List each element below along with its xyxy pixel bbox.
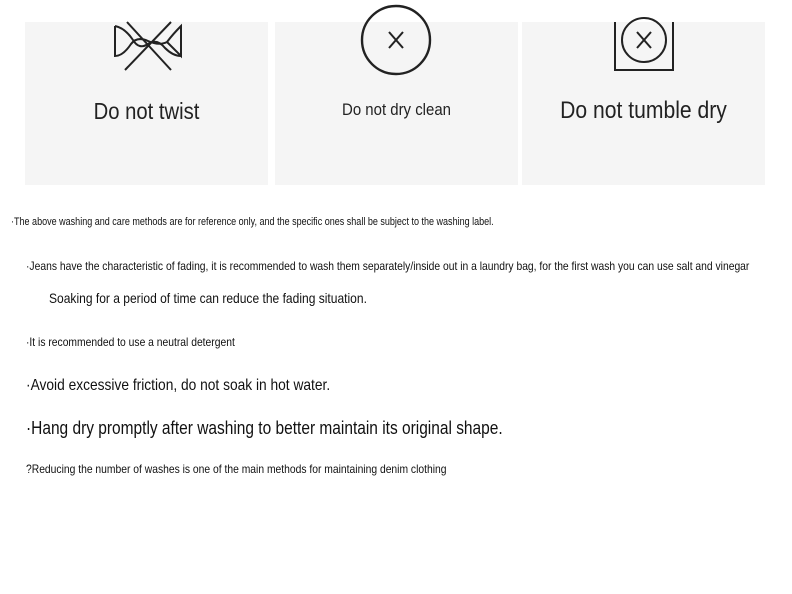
care-card-do-not-tumble-dry — [522, 22, 765, 185]
care-disclaimer: ·The above washing and care methods are for reference only, and the specific ones shall be subject to the washing label. — [11, 216, 494, 228]
care-label-do-not-dry-clean: Do not dry clean — [342, 100, 451, 119]
care-card-do-not-twist — [25, 22, 268, 185]
wash-frequency-note: ?Reducing the number of washes is one of the main methods for maintaining denim clothing — [26, 462, 447, 476]
do-not-twist-icon — [113, 20, 183, 72]
care-card-do-not-dry-clean — [275, 22, 518, 185]
care-label-do-not-tumble-dry: Do not tumble dry — [560, 97, 727, 124]
do-not-tumble-dry-icon — [614, 20, 674, 72]
hang-dry-note: ·Hang dry promptly after washing to better maintain its original shape. — [26, 418, 503, 438]
detergent-note: ·It is recommended to use a neutral detergent — [26, 335, 235, 349]
friction-note: ·Avoid excessive friction, do not soak in hot water. — [26, 377, 331, 394]
do-not-dry-clean-icon — [360, 20, 432, 76]
fading-note-line-1: ·Jeans have the characteristic of fading, it is recommended to wash them separately/inside out in a laundry bag, for the first wash you can use salt and vinegar — [26, 259, 750, 273]
care-label-do-not-twist: Do not twist — [93, 98, 200, 124]
fading-note-line-2: Soaking for a period of time can reduce the fading situation. — [49, 290, 367, 306]
